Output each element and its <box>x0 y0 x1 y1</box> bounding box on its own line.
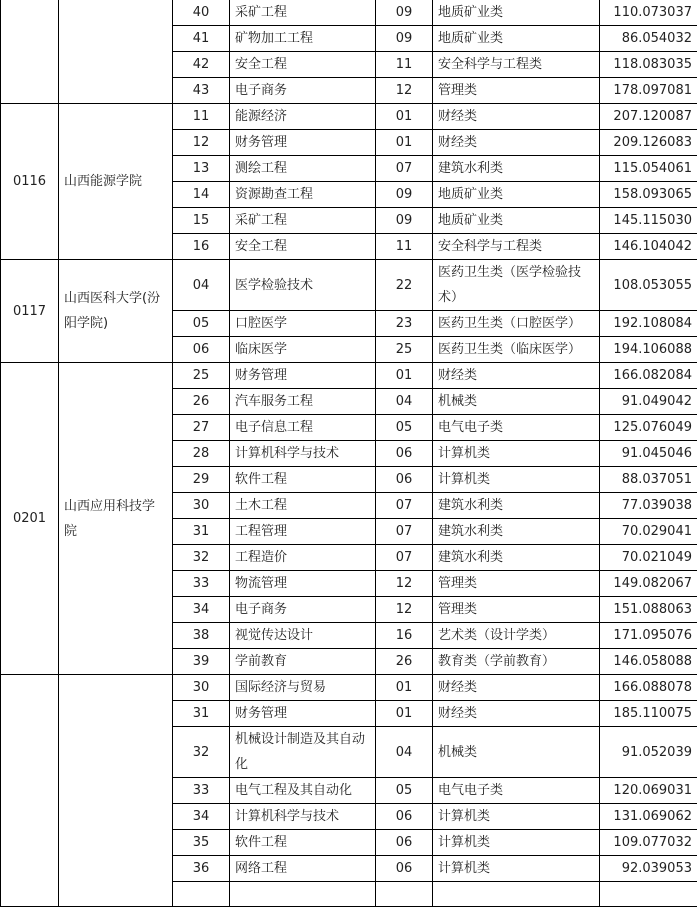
major-name-cell: 机械设计制造及其自动化 <box>230 727 376 778</box>
category-code-cell: 16 <box>376 623 433 649</box>
category-code-cell: 04 <box>376 727 433 778</box>
category-code-cell: 04 <box>376 389 433 415</box>
category-code-cell: 23 <box>376 311 433 337</box>
score-cell <box>600 882 697 907</box>
major-code-cell: 25 <box>173 363 230 389</box>
category-name-cell: 医药卫生类（医学检验技术） <box>433 260 600 311</box>
category-code-cell: 26 <box>376 649 433 675</box>
score-cell: 120.069031 <box>600 778 697 804</box>
category-name-cell: 地质矿业类 <box>433 26 600 52</box>
category-code-cell: 25 <box>376 337 433 363</box>
category-name-cell: 管理类 <box>433 597 600 623</box>
major-name-cell: 安全工程 <box>230 52 376 78</box>
category-code-cell: 09 <box>376 0 433 26</box>
major-code-cell: 06 <box>173 337 230 363</box>
major-name-cell: 工程管理 <box>230 519 376 545</box>
major-code-cell: 33 <box>173 571 230 597</box>
major-name-cell: 临床医学 <box>230 337 376 363</box>
major-code-cell: 34 <box>173 804 230 830</box>
school-name-cell: 山西能源学院 <box>59 104 173 260</box>
score-cell: 207.120087 <box>600 104 697 130</box>
category-name-cell: 计算机类 <box>433 441 600 467</box>
category-name-cell: 建筑水利类 <box>433 545 600 571</box>
category-code-cell: 05 <box>376 778 433 804</box>
category-name-cell: 计算机类 <box>433 856 600 882</box>
major-code-cell: 27 <box>173 415 230 441</box>
category-code-cell: 06 <box>376 830 433 856</box>
score-cell: 166.082084 <box>600 363 697 389</box>
category-name-cell: 地质矿业类 <box>433 182 600 208</box>
school-code-cell: 0201 <box>1 363 59 675</box>
category-name-cell: 管理类 <box>433 78 600 104</box>
score-cell: 151.088063 <box>600 597 697 623</box>
category-code-cell: 01 <box>376 130 433 156</box>
major-name-cell: 国际经济与贸易 <box>230 675 376 701</box>
category-name-cell: 管理类 <box>433 571 600 597</box>
major-name-cell: 软件工程 <box>230 467 376 493</box>
major-code-cell: 12 <box>173 130 230 156</box>
major-name-cell: 口腔医学 <box>230 311 376 337</box>
category-name-cell: 计算机类 <box>433 467 600 493</box>
category-code-cell: 12 <box>376 597 433 623</box>
major-code-cell: 41 <box>173 26 230 52</box>
major-code-cell: 43 <box>173 78 230 104</box>
score-cell: 88.037051 <box>600 467 697 493</box>
major-code-cell: 36 <box>173 856 230 882</box>
category-code-cell: 06 <box>376 441 433 467</box>
major-name-cell: 财务管理 <box>230 701 376 727</box>
score-cell: 108.053055 <box>600 260 697 311</box>
score-cell: 178.097081 <box>600 78 697 104</box>
major-name-cell: 测绘工程 <box>230 156 376 182</box>
major-code-cell: 33 <box>173 778 230 804</box>
table-row <box>1 104 697 130</box>
score-cell: 70.021049 <box>600 545 697 571</box>
category-code-cell: 06 <box>376 856 433 882</box>
major-name-cell: 计算机科学与技术 <box>230 441 376 467</box>
category-name-cell: 财经类 <box>433 130 600 156</box>
school-name-cell: 山西应用科技学院 <box>59 363 173 675</box>
category-name-cell: 机械类 <box>433 389 600 415</box>
major-code-cell: 16 <box>173 234 230 260</box>
major-name-cell: 物流管理 <box>230 571 376 597</box>
major-code-cell: 14 <box>173 182 230 208</box>
category-name-cell: 医药卫生类（临床医学） <box>433 337 600 363</box>
category-name-cell: 安全科学与工程类 <box>433 234 600 260</box>
category-name-cell: 建筑水利类 <box>433 519 600 545</box>
category-name-cell: 建筑水利类 <box>433 156 600 182</box>
score-cell: 91.049042 <box>600 389 697 415</box>
category-code-cell: 05 <box>376 415 433 441</box>
category-code-cell: 07 <box>376 156 433 182</box>
score-cell: 131.069062 <box>600 804 697 830</box>
score-cell: 70.029041 <box>600 519 697 545</box>
category-name-cell: 电气电子类 <box>433 778 600 804</box>
score-cell: 166.088078 <box>600 675 697 701</box>
category-name-cell: 地质矿业类 <box>433 208 600 234</box>
table-row <box>1 0 697 26</box>
major-name-cell: 网络工程 <box>230 856 376 882</box>
score-cell: 125.076049 <box>600 415 697 441</box>
major-code-cell: 13 <box>173 156 230 182</box>
school-code-cell <box>1 675 59 907</box>
score-cell: 115.054061 <box>600 156 697 182</box>
score-cell: 192.108084 <box>600 311 697 337</box>
major-code-cell: 30 <box>173 493 230 519</box>
major-code-cell: 35 <box>173 830 230 856</box>
major-name-cell: 采矿工程 <box>230 208 376 234</box>
major-name-cell: 电子商务 <box>230 597 376 623</box>
category-name-cell: 计算机类 <box>433 804 600 830</box>
score-cell: 146.104042 <box>600 234 697 260</box>
score-cell: 171.095076 <box>600 623 697 649</box>
score-cell: 145.115030 <box>600 208 697 234</box>
major-code-cell: 04 <box>173 260 230 311</box>
category-name-cell: 地质矿业类 <box>433 0 600 26</box>
major-name-cell: 汽车服务工程 <box>230 389 376 415</box>
score-cell: 109.077032 <box>600 830 697 856</box>
major-name-cell: 医学检验技术 <box>230 260 376 311</box>
category-name-cell: 安全科学与工程类 <box>433 52 600 78</box>
score-cell: 110.073037 <box>600 0 697 26</box>
category-code-cell: 07 <box>376 493 433 519</box>
major-code-cell: 32 <box>173 727 230 778</box>
category-name-cell: 机械类 <box>433 727 600 778</box>
category-code-cell: 07 <box>376 519 433 545</box>
major-name-cell: 财务管理 <box>230 130 376 156</box>
major-code-cell: 32 <box>173 545 230 571</box>
major-code-cell: 15 <box>173 208 230 234</box>
category-code-cell: 01 <box>376 363 433 389</box>
major-name-cell: 矿物加工工程 <box>230 26 376 52</box>
category-name-cell <box>433 882 600 907</box>
major-code-cell: 40 <box>173 0 230 26</box>
score-cell: 91.052039 <box>600 727 697 778</box>
major-name-cell: 电子信息工程 <box>230 415 376 441</box>
major-code-cell: 38 <box>173 623 230 649</box>
major-name-cell: 工程造价 <box>230 545 376 571</box>
category-name-cell: 财经类 <box>433 675 600 701</box>
category-code-cell: 11 <box>376 234 433 260</box>
score-cell: 209.126083 <box>600 130 697 156</box>
major-code-cell: 05 <box>173 311 230 337</box>
category-name-cell: 计算机类 <box>433 830 600 856</box>
major-name-cell: 安全工程 <box>230 234 376 260</box>
major-code-cell: 28 <box>173 441 230 467</box>
major-name-cell: 计算机科学与技术 <box>230 804 376 830</box>
score-cell: 146.058088 <box>600 649 697 675</box>
major-name-cell: 软件工程 <box>230 830 376 856</box>
category-code-cell: 09 <box>376 26 433 52</box>
category-code-cell: 09 <box>376 208 433 234</box>
category-code-cell: 01 <box>376 701 433 727</box>
major-code-cell: 31 <box>173 701 230 727</box>
major-code-cell: 31 <box>173 519 230 545</box>
score-cell: 194.106088 <box>600 337 697 363</box>
category-name-cell: 财经类 <box>433 701 600 727</box>
category-name-cell: 教育类（学前教育） <box>433 649 600 675</box>
category-name-cell: 医药卫生类（口腔医学） <box>433 311 600 337</box>
major-name-cell: 学前教育 <box>230 649 376 675</box>
table-row <box>1 260 697 311</box>
category-code-cell: 22 <box>376 260 433 311</box>
school-name-cell: 山西医科大学(汾阳学院) <box>59 260 173 363</box>
major-code-cell: 30 <box>173 675 230 701</box>
category-code-cell: 12 <box>376 571 433 597</box>
school-code-cell <box>1 0 59 104</box>
major-name-cell: 财务管理 <box>230 363 376 389</box>
major-name-cell: 资源勘查工程 <box>230 182 376 208</box>
major-name-cell: 能源经济 <box>230 104 376 130</box>
major-code-cell: 11 <box>173 104 230 130</box>
major-code-cell: 39 <box>173 649 230 675</box>
score-cell: 77.039038 <box>600 493 697 519</box>
category-code-cell: 11 <box>376 52 433 78</box>
category-code-cell: 09 <box>376 182 433 208</box>
category-code-cell: 12 <box>376 78 433 104</box>
category-code-cell: 06 <box>376 467 433 493</box>
major-code-cell: 29 <box>173 467 230 493</box>
score-cell: 149.082067 <box>600 571 697 597</box>
category-name-cell: 财经类 <box>433 363 600 389</box>
score-cell: 185.110075 <box>600 701 697 727</box>
score-cell: 91.045046 <box>600 441 697 467</box>
category-code-cell: 01 <box>376 675 433 701</box>
major-code-cell <box>173 882 230 907</box>
category-code-cell: 07 <box>376 545 433 571</box>
major-name-cell: 视觉传达设计 <box>230 623 376 649</box>
table-row <box>1 363 697 389</box>
category-code-cell: 01 <box>376 104 433 130</box>
major-code-cell: 26 <box>173 389 230 415</box>
category-name-cell: 财经类 <box>433 104 600 130</box>
major-name-cell: 电气工程及其自动化 <box>230 778 376 804</box>
major-code-cell: 42 <box>173 52 230 78</box>
major-name-cell: 电子商务 <box>230 78 376 104</box>
score-cell: 86.054032 <box>600 26 697 52</box>
major-code-cell: 34 <box>173 597 230 623</box>
school-code-cell: 0116 <box>1 104 59 260</box>
category-code-cell: 06 <box>376 804 433 830</box>
school-code-cell: 0117 <box>1 260 59 363</box>
score-cell: 92.039053 <box>600 856 697 882</box>
category-name-cell: 电气电子类 <box>433 415 600 441</box>
major-name-cell: 采矿工程 <box>230 0 376 26</box>
major-name-cell: 土木工程 <box>230 493 376 519</box>
school-name-cell <box>59 675 173 907</box>
category-name-cell: 建筑水利类 <box>433 493 600 519</box>
score-cell: 118.083035 <box>600 52 697 78</box>
school-name-cell <box>59 0 173 104</box>
category-code-cell <box>376 882 433 907</box>
category-name-cell: 艺术类（设计学类） <box>433 623 600 649</box>
score-cell: 158.093065 <box>600 182 697 208</box>
major-name-cell <box>230 882 376 907</box>
table-row <box>1 675 697 701</box>
